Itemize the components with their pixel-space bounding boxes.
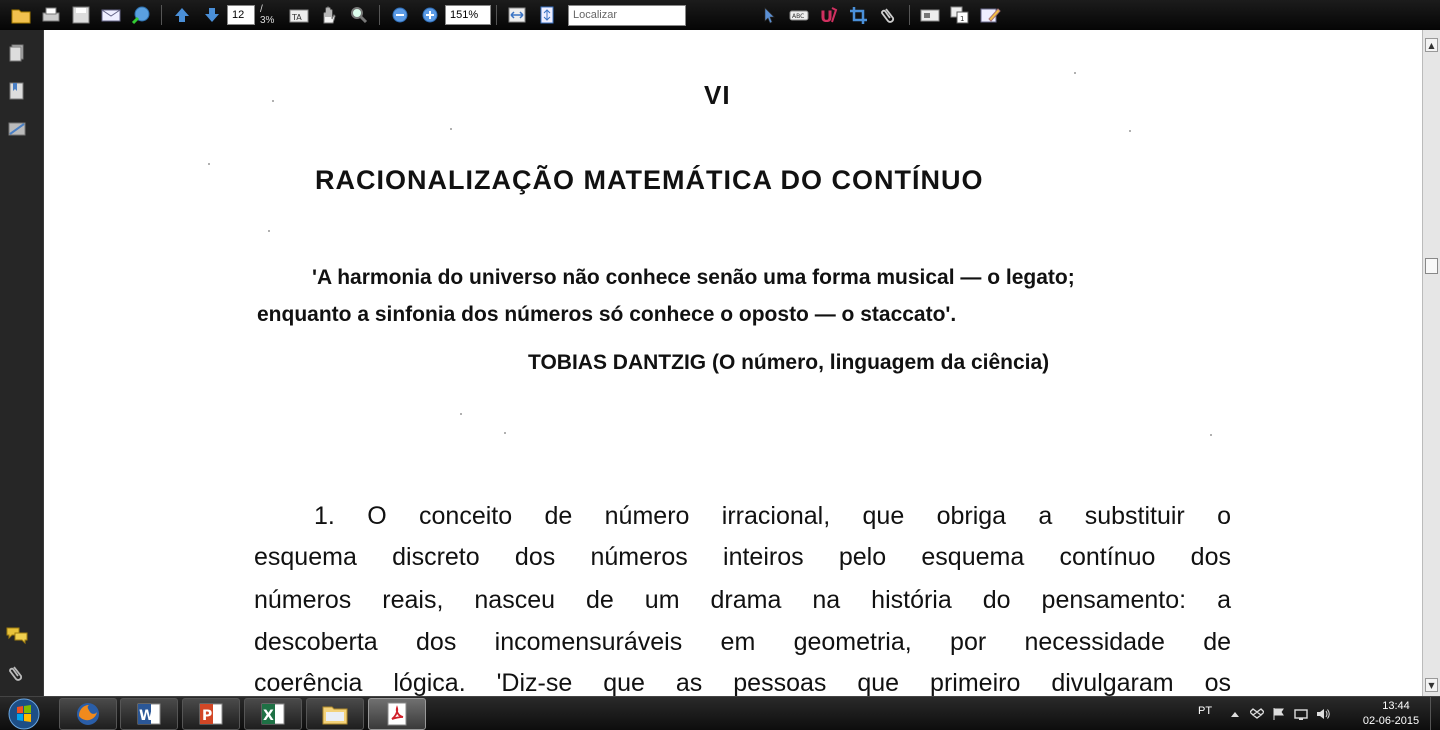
highlight-tool-icon[interactable] — [814, 3, 844, 27]
clock-date[interactable]: 02-06-2015 — [1362, 715, 1420, 727]
attach-tool-icon[interactable] — [874, 3, 904, 27]
scan-speck — [1074, 72, 1076, 74]
zoom-out-icon[interactable] — [385, 3, 415, 27]
signatures-icon[interactable] — [6, 118, 28, 140]
svg-text:1: 1 — [960, 15, 965, 23]
save-icon[interactable] — [66, 3, 96, 27]
scan-speck — [268, 230, 270, 232]
scroll-down-icon[interactable]: ▼ — [1425, 678, 1438, 692]
edit-icon[interactable] — [975, 3, 1005, 27]
search-input[interactable]: Localizar — [568, 5, 686, 26]
select-arrow-icon[interactable] — [754, 3, 784, 27]
volume-icon[interactable] — [1316, 707, 1330, 721]
scan-speck — [208, 163, 210, 165]
taskbar-firefox[interactable] — [59, 698, 117, 730]
language-indicator[interactable]: PT — [1198, 705, 1213, 717]
comments-icon[interactable] — [6, 624, 28, 646]
svg-text:TA: TA — [292, 13, 302, 22]
crop-tool-icon[interactable] — [844, 3, 874, 27]
zoom-level-field[interactable]: 151% — [445, 5, 491, 25]
document-viewport[interactable] — [44, 30, 1422, 696]
email-icon[interactable] — [96, 3, 126, 27]
toolbar-separator — [161, 5, 162, 25]
chapter-title: RACIONALIZAÇÃO MATEMÁTICA DO CONTÍNUO — [315, 165, 984, 195]
fullscreen-icon[interactable] — [915, 3, 945, 27]
fit-page-icon[interactable] — [532, 3, 562, 27]
scan-speck — [1210, 434, 1212, 436]
powerpoint-icon — [198, 701, 224, 727]
system-tray — [1170, 697, 1440, 730]
open-folder-icon[interactable] — [6, 3, 36, 27]
toolbar-separator — [379, 5, 380, 25]
excel-icon — [260, 701, 286, 727]
scan-speck — [450, 128, 452, 130]
previous-page-icon[interactable] — [167, 3, 197, 27]
select-text-icon[interactable] — [284, 3, 314, 27]
epigraph-attribution: TOBIAS DANTZIG (O número, linguagem da ciência) — [528, 351, 1050, 374]
show-desktop-button[interactable] — [1430, 697, 1440, 730]
toolbar-separator — [496, 5, 497, 25]
firefox-icon — [75, 701, 101, 727]
main-toolbar — [0, 0, 1440, 30]
epigraph-line: 'A harmonia do universo não conhece senão uma forma musical — o legato; — [312, 266, 1075, 289]
network-icon[interactable] — [1294, 707, 1308, 721]
show-hidden-icons-icon[interactable] — [1228, 707, 1242, 721]
left-sidebar — [0, 30, 44, 696]
dropbox-icon[interactable] — [1250, 707, 1264, 721]
body-text-line: coerência lógica. 'Diz-se que as pessoas que primeiro divulgaram os — [254, 669, 1231, 696]
svg-text:U: U — [820, 7, 833, 25]
bookmarks-icon[interactable] — [6, 80, 28, 102]
chapter-number: VI — [704, 80, 731, 110]
body-text-line: esquema discreto dos números inteiros pelo esquema contínuo dos — [254, 543, 1231, 571]
scroll-up-icon[interactable]: ▲ — [1425, 38, 1438, 52]
ocr-tool-icon[interactable] — [784, 3, 814, 27]
clock-time[interactable]: 13:44 — [1382, 700, 1410, 712]
fit-width-icon[interactable] — [502, 3, 532, 27]
print-icon[interactable] — [36, 3, 66, 27]
windows-taskbar — [0, 696, 1440, 730]
pdf-icon — [384, 701, 410, 727]
svg-text:P: P — [202, 708, 213, 724]
body-text-line: números reais, nasceu de um drama na história do pensamento: a — [254, 586, 1231, 614]
start-button[interactable] — [4, 698, 44, 730]
zoom-in-icon[interactable] — [415, 3, 445, 27]
word-icon — [136, 701, 162, 727]
svg-text:W: W — [139, 708, 155, 724]
scan-speck — [272, 100, 274, 102]
body-text-line: descoberta dos incomensuráveis em geometria, por necessidade de — [254, 628, 1231, 656]
page-total-label: / 3% — [260, 4, 275, 26]
taskbar-word[interactable] — [120, 698, 178, 730]
next-page-icon[interactable] — [197, 3, 227, 27]
toolbar-separator — [909, 5, 910, 25]
epigraph-line: enquanto a sinfonia dos números só conhece o oposto — o staccato'. — [257, 303, 957, 326]
body-text-line: 1. O conceito de número irracional, que obriga a substituir o — [314, 502, 1231, 530]
zoom-tool-icon[interactable] — [344, 3, 374, 27]
pdf-page — [44, 30, 1422, 696]
attachments-icon[interactable] — [6, 662, 28, 684]
pages-icon[interactable] — [6, 42, 28, 64]
folder-icon — [321, 702, 349, 726]
scan-speck — [504, 432, 506, 434]
scan-speck — [460, 413, 462, 415]
taskbar-explorer[interactable] — [306, 698, 364, 730]
scan-speck — [1129, 130, 1131, 132]
hand-tool-icon[interactable] — [314, 3, 344, 27]
page-number-field[interactable]: 12 — [227, 5, 255, 25]
taskbar-powerpoint[interactable] — [182, 698, 240, 730]
scroll-thumb[interactable] — [1425, 258, 1438, 274]
svg-text:X: X — [263, 708, 274, 724]
action-center-flag-icon[interactable] — [1272, 707, 1286, 721]
svg-text:ABC: ABC — [792, 13, 805, 20]
two-page-icon[interactable] — [945, 3, 975, 27]
web-icon[interactable] — [126, 3, 156, 27]
taskbar-pdf-reader[interactable] — [368, 698, 426, 730]
vertical-scrollbar[interactable] — [1422, 30, 1440, 696]
taskbar-excel[interactable] — [244, 698, 302, 730]
